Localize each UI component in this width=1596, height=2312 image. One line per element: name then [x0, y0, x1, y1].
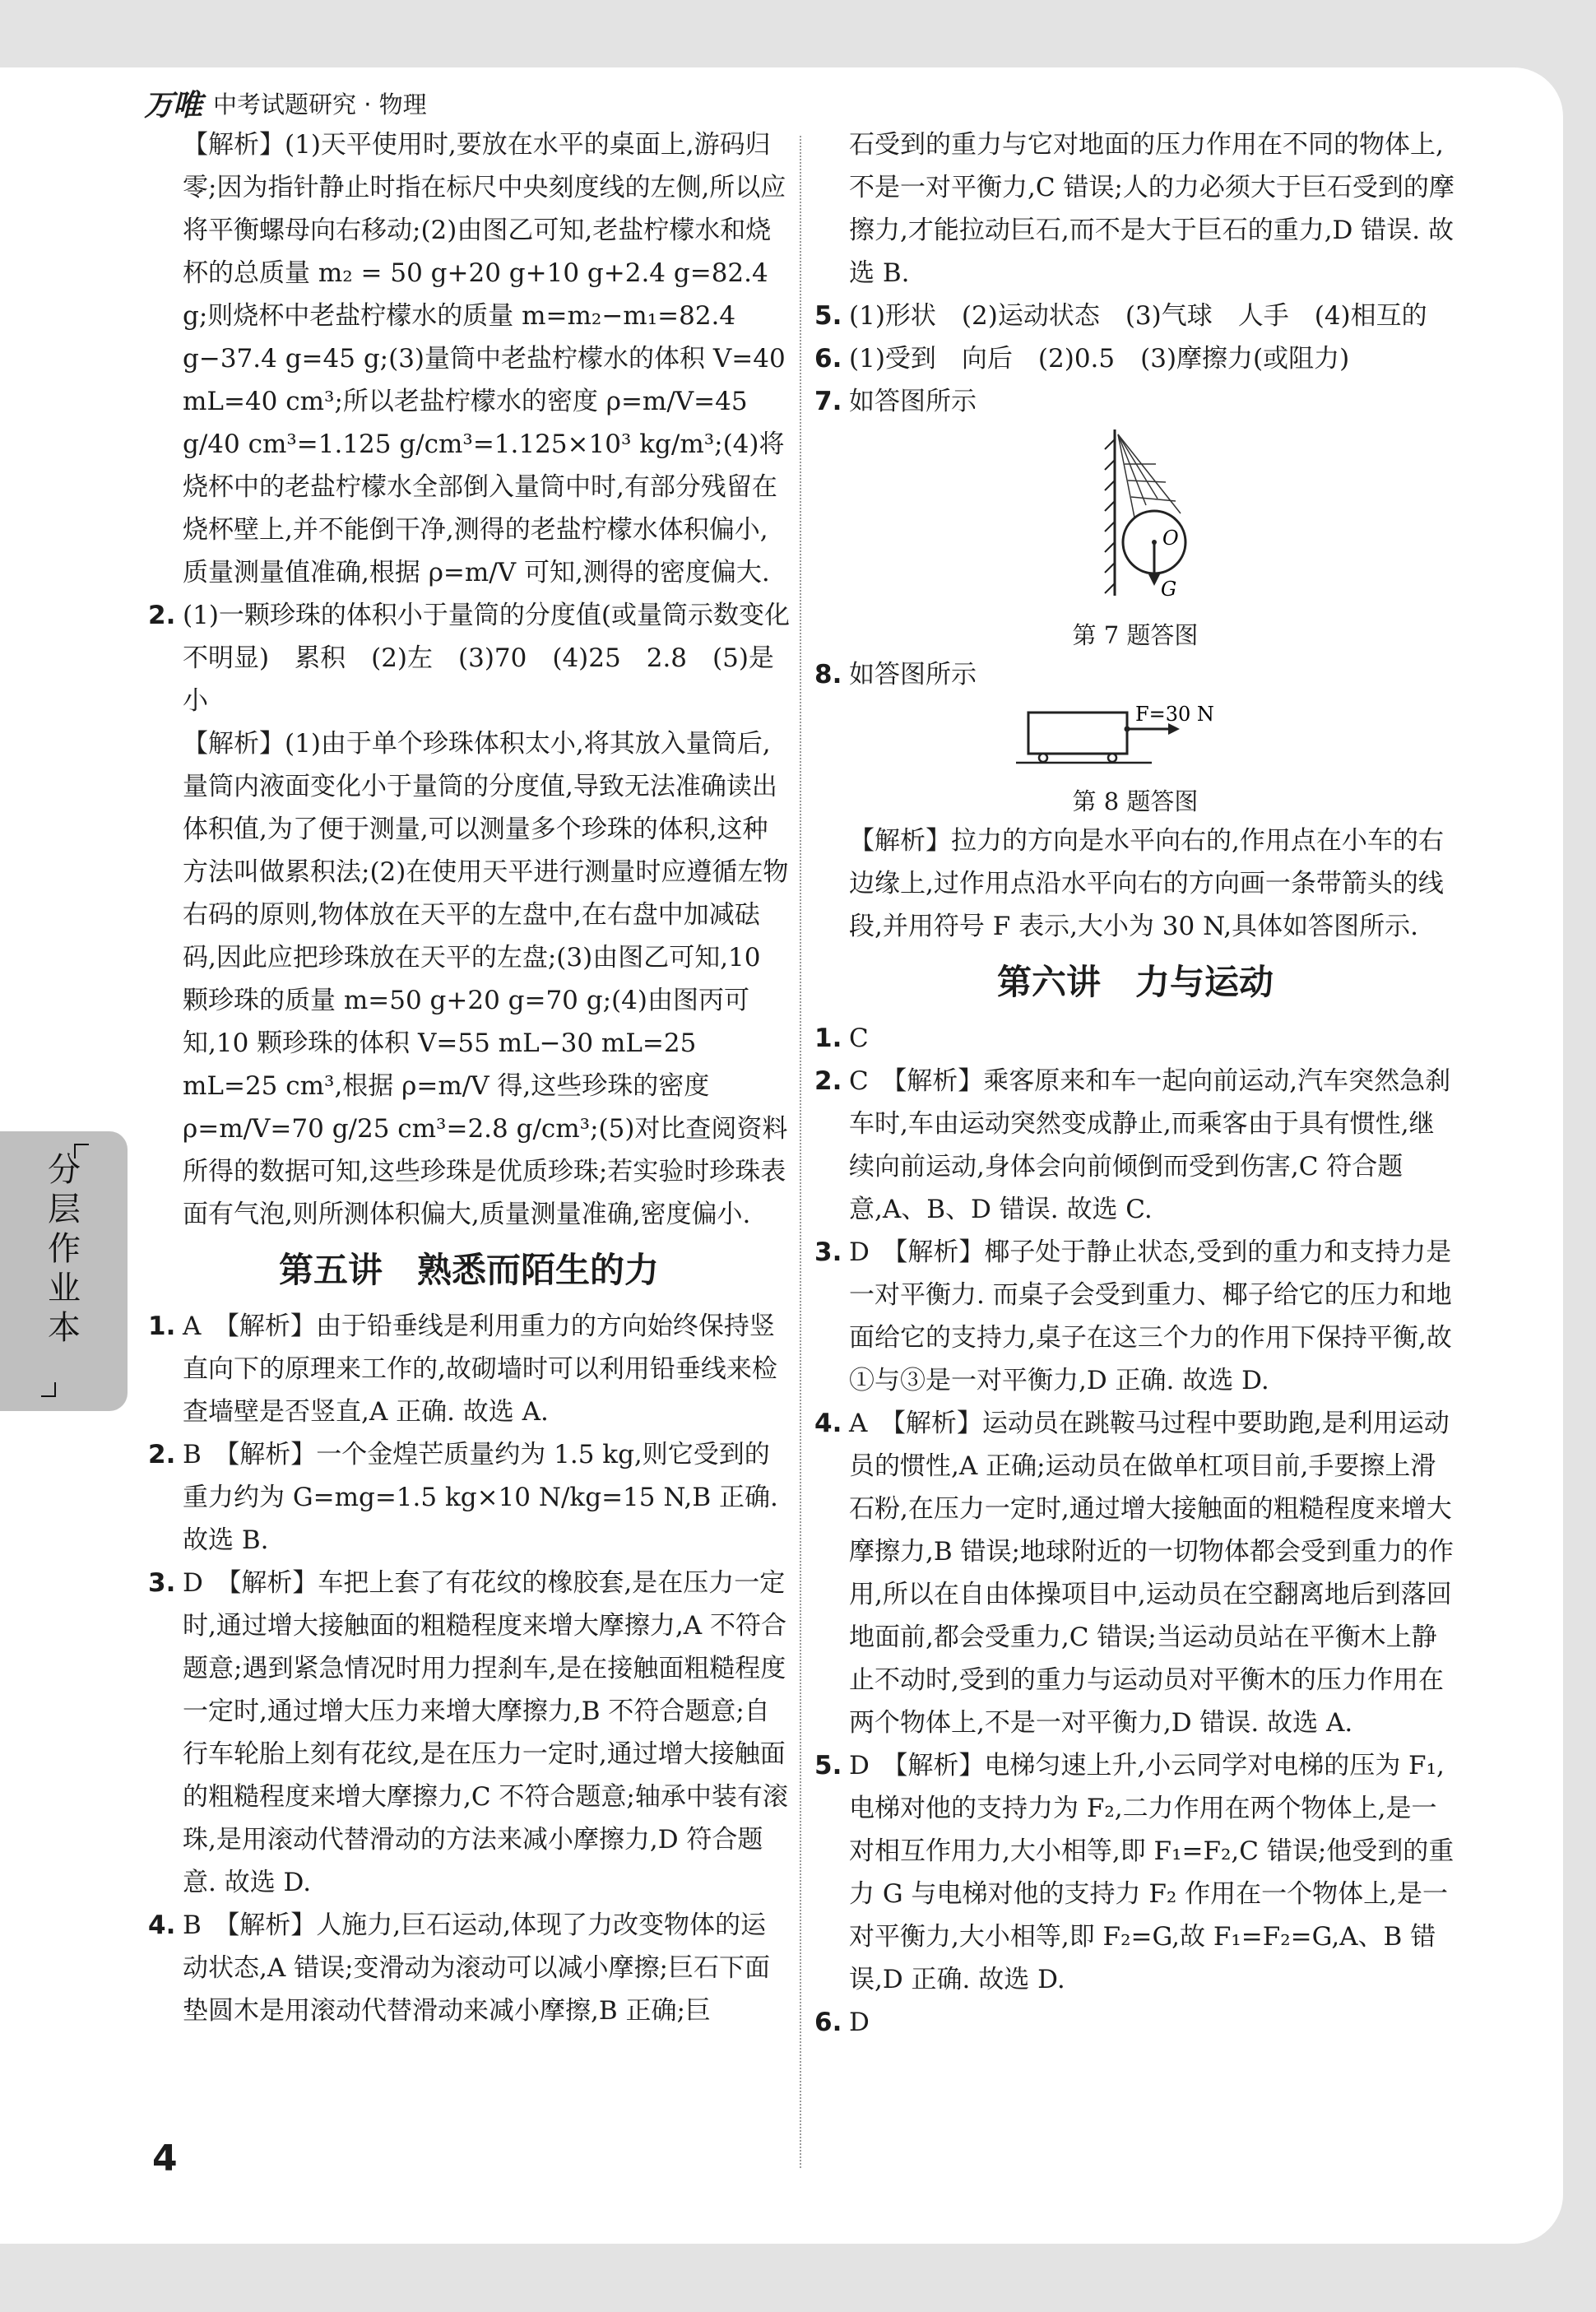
item-number: 5.: [814, 301, 842, 331]
brand-logo: 万唯: [144, 88, 202, 123]
item-text: D: [849, 2008, 870, 2037]
list-item: [148, 1433, 790, 1562]
lecture-6-title: 第六讲 力与运动: [996, 962, 1274, 1002]
q4-continuation: 石受到的重力与它对地面的压力作用在不同的物体上,不是一对平衡力,C 错误;人的力必须大于巨石受到的摩擦力,才能拉动巨石,而不是大于巨石的重力,D 错误. 故选 B.: [849, 130, 1454, 288]
item-number: 4.: [814, 1409, 842, 1438]
q2-answer: (1)一颗珍珠的体积小于量筒的分度值(或量筒示数变化不明显) 累积 (2)左 (3)70 (4)25 2.8 (5)是 小: [183, 601, 800, 716]
list-item: [814, 1060, 1456, 1231]
cart-wheel-right: [1108, 754, 1116, 762]
label-g: G: [1161, 578, 1177, 601]
page-number: 4: [152, 2138, 178, 2180]
list-item: [148, 1562, 790, 1904]
item-text: 如答图所示: [849, 660, 977, 689]
cart-force-diagram: [1012, 696, 1259, 770]
item-number: 1.: [814, 1024, 842, 1053]
figure-7: [814, 423, 1456, 653]
net-bag: [1118, 434, 1181, 522]
lecture-5-title: 第五讲 熟悉而陌生的力: [278, 1250, 659, 1290]
item-number: 4.: [148, 1910, 176, 1940]
header-title: 中考试题研究 · 物理: [213, 90, 427, 118]
hanging-ball-diagram: [1057, 423, 1213, 604]
item-number: 7.: [814, 387, 842, 416]
list-item: [814, 653, 1456, 696]
wall-hatching: [1105, 439, 1115, 593]
page-header: [144, 82, 427, 123]
cart-body: [1028, 713, 1127, 754]
right-column: [814, 123, 1456, 2044]
tab-bracket-bottom: [41, 1382, 56, 1397]
item-number: 6.: [814, 2008, 842, 2037]
item-text: (1)受到 向后 (2)0.5 (3)摩擦力(或阻力): [849, 344, 1350, 374]
figure-8-caption: 第 8 题答图: [1072, 787, 1199, 815]
item-number: 2.: [148, 1440, 176, 1469]
item-text: B 【解析】一个金煌芒质量约为 1.5 kg,则它受到的重力约为 G=mg=1.5 kg×10 N/kg=15 N,B 正确. 故选 B.: [183, 1440, 778, 1555]
figure-8: [814, 696, 1456, 819]
item-number: 1.: [148, 1312, 176, 1341]
list-item: [814, 337, 1456, 380]
item-number: 6.: [814, 344, 842, 374]
item-text: 如答图所示: [849, 387, 977, 416]
item-number: 3.: [814, 1237, 842, 1267]
side-tab-label: 分层作业本: [48, 1151, 81, 1347]
item-text: A 【解析】由于铅垂线是利用重力的方向始终保持竖直向下的原理来工作的,故砌墙时可以利用铅垂线来检查墙壁是否竖直,A 正确. 故选 A.: [183, 1312, 777, 1427]
q2-analysis: 【解析】(1)由于单个珍珠体积太小,将其放入量筒后,量筒内液面变化小于量筒的分度值,导致无法准确读出体积值,为了便于测量,可以测量多个珍珠的体积,这种方法叫做累积法;(2)在使用天平进行测量时应遵循左物右码的原则,物体放在天平的左盘中,在右盘中加减砝码,因此应把珍珠放在天平的左盘;(3)由图乙可知,10 颗珍珠的质量 m=50 g+20 g=70 g;(4)由图丙可知,10 颗珍珠的体积 V=55 mL−30 mL=25 mL=25 cm³,根据 ρ=m/V 得,这些珍珠的密度 ρ=m/V=70 g/25 cm³=2.8 g/cm³;(5)对比查阅资料所得的数据可知,这些珍珠是优质珍珠;若实验时珍珠表面有气泡,则所测体积偏大,质量测量准确,密度偏小.: [183, 729, 789, 1229]
q2-item: [148, 594, 800, 722]
list-item: [814, 380, 1456, 423]
item-number: 3.: [148, 1568, 176, 1598]
item-text: D 【解析】椰子处于静止状态,受到的重力和支持力是一对平衡力. 而桌子会受到重力、椰子给它的压力和地面给它的支持力,桌子在这三个力的作用下保持平衡,故①与③是一对平衡力,D 正确. 故选 D.: [849, 1237, 1452, 1395]
label-o: O: [1162, 527, 1179, 550]
item-text: (1)形状 (2)运动状态 (3)气球 人手 (4)相互的: [849, 301, 1427, 331]
column-divider: [800, 136, 801, 2168]
item-number: 8.: [814, 660, 842, 689]
cart-wheel-left: [1039, 754, 1047, 762]
list-item: [814, 1231, 1456, 1402]
item-text: C: [849, 1024, 869, 1053]
force-label: F=30 N: [1135, 703, 1214, 726]
item-text: D 【解析】电梯匀速上升,小云同学对电梯的压为 F₁,电梯对他的支持力为 F₂,二力作用在两个物体上,是一对相互作用力,大小相等,即 F₁=F₂,C 错误;他受到的重力 G 与电梯对他的支持力 F₂ 作用在一个物体上,是一对平衡力,大小相等,即 F₂=G,故 F₁=F₂=G,A、B 错误,D 正确. 故选 D.: [849, 1751, 1454, 1994]
list-item: [814, 295, 1456, 337]
item-number: 5.: [814, 1751, 842, 1780]
q2-number: 2.: [148, 601, 176, 630]
left-column: [148, 123, 800, 2032]
list-item: [148, 1305, 790, 1433]
item-text: D 【解析】车把上套了有花纹的橡胶套,是在压力一定时,通过增大接触面的粗糙程度来增大摩擦力,A 不符合题意;遇到紧急情况时用力捏刹车,是在接触面粗糙程度一定时,通过增大压力来增大摩擦力,B 不符合题意;自行车轮胎上刻有花纹,是在压力一定时,通过增大接触面的粗糙程度来增大摩擦力,C 不符合题意;轴承中装有滚珠,是用滚动代替滑动的方法来减小摩擦力,D 符合题意. 故选 D.: [183, 1568, 788, 1897]
item-number: 2.: [814, 1066, 842, 1096]
figure-7-caption: 第 7 题答图: [1072, 621, 1199, 649]
list-item: [148, 1904, 790, 2032]
q1-analysis: 【解析】(1)天平使用时,要放在水平的桌面上,游码归零;因为指针静止时指在标尺中央刻度线的左侧,所以应将平衡螺母向右移动;(2)由图乙可知,老盐柠檬水和烧杯的总质量 m₂ = 50 g+20 g+10 g+2.4 g=82.4 g;则烧杯中老盐柠檬水的质量 m=m₂−m₁=82.4 g−37.4 g=45 g;(3)量筒中老盐柠檬水的体积 V=40 mL=40 cm³;所以老盐柠檬水的密度 ρ=m/V=45 g/40 cm³=1.125 g/cm³=1.125×10³ kg/m³;(4)将烧杯中的老盐柠檬水全部倒入量筒中时,有部分残留在烧杯壁上,并不能倒干净,测得的老盐柠檬水体积偏小,质量测量值准确,根据 ρ=m/V 可知,测得的密度偏大.: [183, 130, 786, 587]
list-item: [814, 1402, 1456, 1744]
item-text: A 【解析】运动员在跳鞍马过程中要助跑,是利用运动员的惯性,A 正确;运动员在做单杠项目前,手要擦上滑石粉,在压力一定时,通过增大接触面的粗糙程度来增大摩擦力,B 错误;地球附近的一切物体都会受到重力的作用,所以在自由体操项目中,运动员在空翻离地后到落回地面前,都会受重力,C 错误;当运动员站在平衡木上静止不动时,受到的重力与运动员对平衡木的压力作用在两个物体上,不是一对平衡力,D 错误. 故选 A.: [849, 1409, 1454, 1738]
item-text: B 【解析】人施力,巨石运动,体现了力改变物体的运动状态,A 错误;变滑动为滚动可以减小摩擦;巨石下面垫圆木是用滚动代替滑动来减小摩擦,B 正确;巨: [183, 1910, 770, 2026]
item-text: C 【解析】乘客原来和车一起向前运动,汽车突然急刹车时,车由运动突然变成静止,而乘客由于具有惯性,继续向前运动,身体会向前倾倒而受到伤害,C 符合题意,A、B、D 错误. 故选 C.: [849, 1066, 1451, 1224]
q8-analysis: 【解析】拉力的方向是水平向右的,作用点在小车的右边缘上,过作用点沿水平向右的方向画一条带箭头的线段,并用符号 F 表示,大小为 30 N,具体如答图所示.: [849, 826, 1444, 941]
list-item: [814, 1017, 1456, 1060]
list-item: [814, 1744, 1456, 2001]
gravity-arrowhead: [1148, 574, 1160, 586]
list-item: [814, 2001, 1456, 2044]
